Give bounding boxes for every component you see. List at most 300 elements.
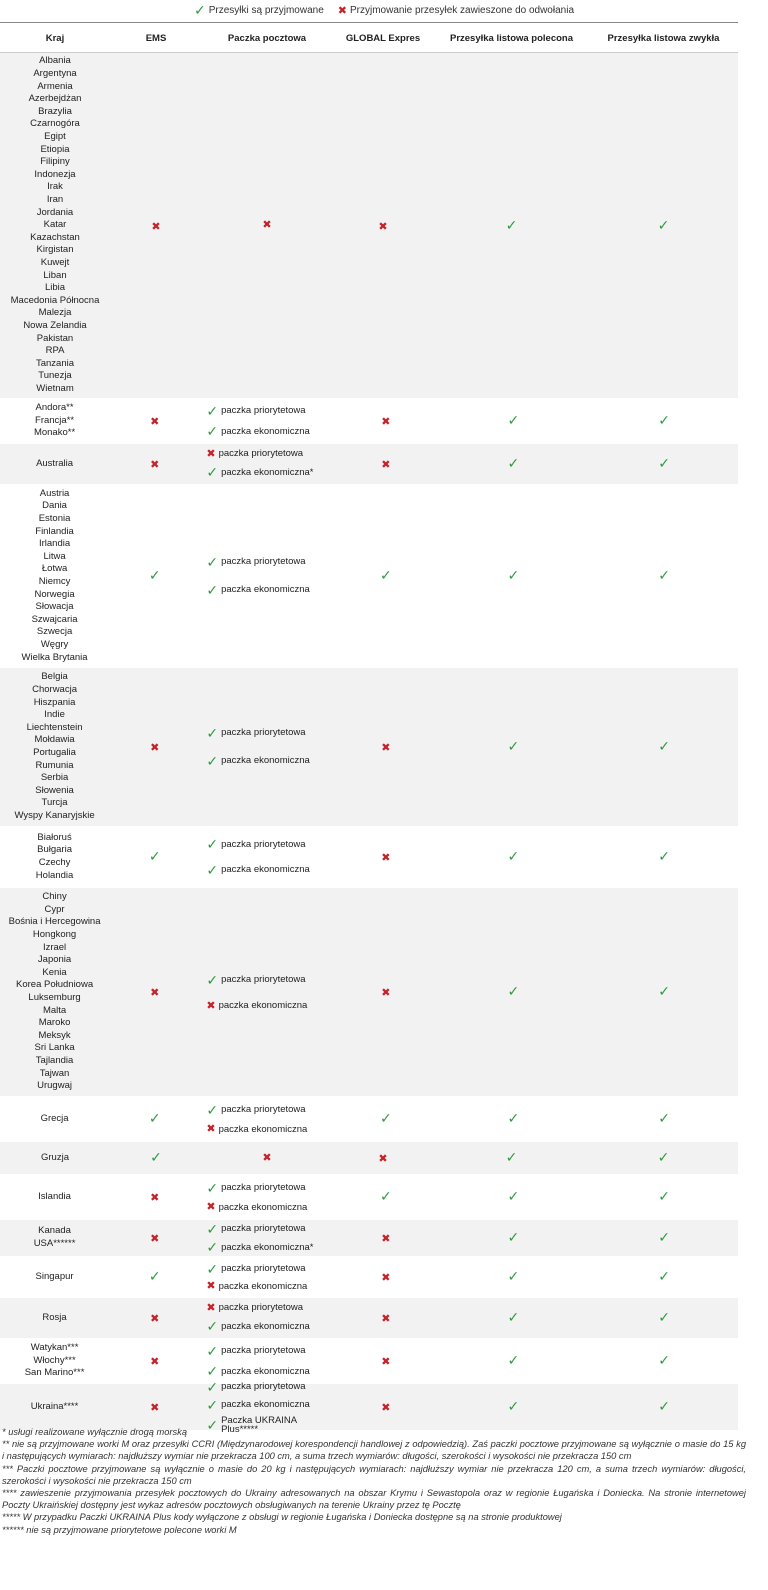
global-status [335,455,436,473]
global-status [332,1149,434,1167]
check-icon: ✓ [206,1220,219,1237]
parcel-option [206,1240,335,1254]
cross-icon: ✖ [381,416,391,428]
global-status [335,1188,436,1206]
country-name: Luksemburg [28,992,81,1003]
registered-status [434,217,589,235]
country-name: Watykan*** [30,1342,79,1354]
country-name: Tunezja [38,370,72,382]
parcel-option [206,465,335,479]
parcel-option [206,424,335,438]
footnote: **** zawieszenie przyjmowania przesyłek pocztowych do Ukrainy adresowanych na obszar Krymu i Sewastopola oraz w regionie Ługańska i Doniecka. Na stronie internetowej Poczty Ukraińskiej dostępny jest wykaz adresów pocztowych obsługiwanych na terenie Ukrainy przez tę Pocztę [2,1488,746,1511]
table-row [0,1097,738,1142]
parcel-status [200,555,335,597]
cross-icon: ✖ [381,1272,391,1284]
check-icon: ✓ [206,1378,219,1395]
header-parcel: Paczka pocztowa [227,32,307,44]
legend-divider [0,22,738,23]
cross-icon: ✖ [378,1153,388,1165]
cross-icon: ✖ [206,1200,216,1213]
parcel-option-label: paczka priorytetowa [221,1344,306,1356]
check-icon: ✓ [148,1268,161,1284]
cross-icon: ✖ [150,1356,160,1368]
parcel-status [200,973,335,1012]
country-name: Bośnia i Hercegowina [8,916,101,928]
normal-status [590,1110,738,1128]
footnote: ****** nie są przyjmowane priorytetowe polecone worki M [2,1524,237,1535]
global-status [335,412,436,430]
parcel-option [206,837,335,851]
check-icon: ✓ [206,402,219,419]
country-name: San Marino*** [24,1367,85,1379]
country-name: Grecja [40,1112,69,1124]
table-row [0,399,738,444]
parcel-option-label: paczka ekonomiczna [218,1000,308,1012]
normal-status [590,1229,738,1247]
table-header [0,24,738,53]
parcel-option [206,726,335,740]
parcel-option-label: paczka priorytetowa [221,1222,306,1234]
country-name: Słowacja [35,601,74,613]
country-name: Monako** [33,427,76,439]
country-list [0,830,109,884]
parcel-option-label: paczka priorytetowa [218,448,304,460]
registered-status [436,567,590,585]
check-icon: ✓ [507,1188,520,1204]
parcel-option-label: paczka priorytetowa [221,1380,306,1392]
country-name: Cypr [44,903,65,915]
country-name: Filipiny [40,156,70,168]
country-name: Kenia [42,966,67,978]
header-country: Kraj [45,32,65,44]
cross-icon: ✖ [150,459,160,471]
ems-status [109,1309,200,1327]
country-name: Jordania [36,206,74,218]
country-name: Liban [43,269,67,281]
normal-status [590,567,738,585]
country-name: Chorwacja [32,684,77,696]
global-status [335,1309,436,1327]
registered-status [436,738,590,756]
ems-status [110,1149,202,1167]
check-icon: ✓ [380,1110,392,1126]
country-name: Finlandia [35,525,74,537]
country-name: Irak [47,181,63,193]
country-name: Izrael [42,941,67,953]
parcel-option [206,1380,335,1394]
check-icon: ✓ [658,567,670,583]
parcel-option [206,1319,335,1333]
table-row [0,888,738,1097]
country-list [0,1150,110,1167]
check-icon: ✓ [206,753,219,769]
country-name: Mołdawia [34,734,75,746]
country-name: Austria [39,487,70,499]
check-icon: ✓ [507,567,520,583]
cross-icon: ✖ [381,1233,391,1245]
check-icon: ✓ [658,983,670,999]
cross-icon: ✖ [378,220,388,233]
global-status [335,1352,436,1370]
country-list [0,1189,109,1206]
country-list [0,1223,109,1252]
parcel-option [206,754,335,768]
country-list [0,400,109,442]
country-name: Islandia [38,1190,71,1202]
global-status [335,1398,436,1416]
country-name: Indie [44,709,65,721]
check-icon: ✓ [507,738,520,754]
parcel-option-label: paczka priorytetowa [218,1302,304,1314]
cross-icon: ✖ [381,1313,391,1325]
registered-status [436,1352,590,1370]
cross-icon: ✖ [150,416,160,428]
ems-status [110,217,202,235]
legend-suspended-label: Przyjmowanie przesyłek zawieszone do odwołania [350,4,574,16]
normal-status [590,1398,738,1416]
country-name: Serbia [40,772,69,784]
parcel-option-label: paczka ekonomiczna [221,584,310,596]
country-name: Pakistan [36,332,74,344]
parcel-option-label: paczka priorytetowa [221,727,306,739]
ems-status [109,1398,200,1416]
country-name: Szwajcaria [31,613,78,625]
parcel-option-label: paczka ekonomiczna [218,1201,308,1213]
country-name: Azerbejdżan [28,93,82,105]
cross-icon: ✖ [381,1356,391,1368]
country-list [0,1269,109,1286]
parcel-option [206,404,335,418]
check-icon: ✓ [206,1318,219,1335]
country-name: Litwa [43,550,66,562]
check-icon: ✓ [505,1149,518,1165]
normal-status [589,1149,738,1167]
table-row [0,1175,738,1220]
header-normal: Przesyłka listowa zwykła [607,32,720,44]
check-icon: ✓ [507,983,520,999]
check-icon: ✓ [206,1417,219,1433]
footnotes [2,1426,746,1536]
normal-status [590,1268,738,1286]
registered-status [436,1229,590,1247]
check-icon: ✓ [206,861,219,878]
parcel-option [206,1281,335,1292]
ems-status [109,848,200,866]
country-name: Kuwejt [40,256,70,268]
parcel-option [206,973,335,987]
global-status [335,1229,436,1247]
cross-icon: ✖ [337,4,347,17]
country-name: Wielka Brytania [21,651,88,663]
parcel-option-label: paczka ekonomiczna [221,1398,310,1410]
parcel-status [200,1103,335,1135]
parcel-option-label: paczka ekonomiczna [221,425,310,437]
country-name: Hongkong [32,929,77,941]
country-name: Estonia [38,513,71,525]
country-name: Kanada [38,1225,71,1237]
check-icon: ✓ [507,455,520,471]
country-name: Kirgistan [36,244,74,256]
check-icon: ✓ [507,1229,520,1245]
country-list [0,889,109,1095]
check-icon: ✓ [507,1398,520,1414]
normal-status [590,848,738,866]
check-icon: ✓ [380,567,392,583]
country-name: Malta [42,1004,67,1016]
cross-icon: ✖ [150,742,160,754]
global-status [335,738,436,756]
registered-status [436,1268,590,1286]
check-icon: ✓ [206,1396,219,1413]
ems-status [109,1268,200,1286]
country-name: Korea Południowa [16,979,94,991]
country-name: Gruzja [41,1151,69,1163]
check-icon: ✓ [507,848,520,864]
country-name: Holandia [35,869,74,881]
country-list [0,486,109,666]
parcel-option [206,555,335,569]
check-icon: ✓ [206,1342,219,1359]
check-icon: ✓ [507,412,520,428]
country-name: Ukraina**** [30,1400,79,1412]
ems-status [109,738,200,756]
ems-status [109,412,200,430]
country-name: Wietnam [36,382,74,394]
check-icon: ✓ [148,848,161,864]
check-icon: ✓ [206,1239,219,1256]
country-name: Portugalia [33,747,76,758]
country-name: Meksyk [38,1029,71,1041]
parcel-option-label: paczka ekonomiczna [218,1281,308,1293]
normal-status [590,1188,738,1206]
country-name: Etiopia [40,143,70,155]
registered-status [436,1110,590,1128]
country-list [0,1111,109,1128]
country-name: Słowenia [35,784,74,796]
check-icon: ✓ [507,1309,520,1325]
cross-icon: ✖ [381,459,391,471]
cross-icon: ✖ [150,1402,160,1414]
check-icon: ✓ [505,216,518,233]
header-ems: EMS [145,32,167,44]
parcel-status [200,837,335,876]
check-icon: ✓ [206,423,219,440]
parcel-status [200,404,335,439]
cross-icon: ✖ [206,447,216,460]
parcel-option-label: paczka ekonomiczna* [221,466,314,478]
country-name: Bułgaria [37,844,72,856]
country-name: Iran [46,194,64,206]
registered-status [434,1149,589,1167]
legend-suspended [338,4,574,17]
parcel-status [202,220,332,231]
normal-status [590,455,738,473]
legend-accepted-label: Przesyłki są przyjmowane [208,4,324,16]
country-name: Maroko [38,1017,71,1029]
country-name: Chiny [42,891,67,903]
check-icon: ✓ [206,1260,219,1277]
check-icon: ✓ [658,1229,670,1245]
parcel-status [200,1344,335,1379]
parcel-option [206,1262,335,1276]
check-icon: ✓ [658,1268,670,1284]
ems-status [109,455,200,473]
footnote: ***** W przypadku Paczki UKRAINA Plus kody wyłączone z obsługi w regionie Ługańska i Doniecka dostępne są na stronie produktowej [2,1512,562,1523]
country-name: Czechy [38,857,71,868]
cross-icon: ✖ [150,1313,160,1325]
ems-status [109,567,200,585]
normal-status [590,983,738,1001]
country-list [0,1340,109,1382]
table-row [0,1257,738,1298]
legend-accepted [194,2,324,19]
check-icon: ✓ [206,1102,219,1119]
global-status [335,567,436,585]
check-icon: ✓ [206,1180,219,1197]
check-icon: ✓ [206,554,219,570]
country-name: Tajwan [39,1067,70,1079]
country-name: Niemcy [38,576,71,587]
country-list [0,1310,109,1327]
parcel-status [202,1153,332,1164]
check-icon: ✓ [148,1110,161,1126]
parcel-option [206,583,335,597]
legend [0,0,768,20]
check-icon: ✓ [658,412,670,428]
cross-icon: ✖ [206,1280,216,1293]
country-name: Liechtenstein [26,721,83,733]
parcel-option-label: paczka priorytetowa [221,1262,306,1274]
parcel-option-label: paczka ekonomiczna* [221,1241,314,1253]
footnote: ** nie są przyjmowane worki M oraz przesyłki CCRI (Międzynarodowej korespondencji handlowej z odpowiedzią). Zaś paczki pocztowe przyjmowane są wyłącznie o masie do 15 kg i następujących wymiarach: najdłuższy wymiar nie przekracza 100 cm, a suma trzech wymiarów: długości, szerokości i wysokości nie przekracza 150 cm [2,1439,746,1462]
parcel-status [200,449,335,480]
country-name: Szwecja [36,626,73,638]
country-name: Turcja [41,797,68,809]
country-name: Włochy*** [33,1354,76,1366]
check-icon: ✓ [657,1149,670,1165]
country-name: USA****** [33,1238,76,1249]
registered-status [436,1188,590,1206]
check-icon: ✓ [658,1188,670,1204]
global-status [332,217,434,235]
cross-icon: ✖ [262,219,272,231]
parcel-option-label: paczka priorytetowa [221,838,306,850]
country-name: Norwegia [34,588,75,600]
parcel-option [206,1364,335,1378]
country-name: Macedonia Północna [10,294,100,306]
table-row [0,1339,738,1384]
country-name: Belgia [41,671,68,683]
table-row [0,827,738,888]
country-name: Malezja [38,307,72,319]
cross-icon: ✖ [381,1402,391,1414]
parcel-option [206,1103,335,1117]
global-status [335,983,436,1001]
check-icon: ✓ [658,1398,670,1414]
cross-icon: ✖ [150,987,160,999]
ems-status [109,1110,200,1128]
parcel-option-label: paczka priorytetowa [221,1104,306,1116]
parcel-option-label: paczka priorytetowa [221,556,306,568]
registered-status [436,1398,590,1416]
country-name: Armenia [37,80,73,92]
check-icon: ✓ [194,1,206,18]
country-name: Albania [39,55,71,67]
parcel-option-label: paczka priorytetowa [221,1182,306,1194]
table-row [0,668,738,827]
check-icon: ✓ [150,1149,162,1165]
parcel-option [206,1124,335,1135]
check-icon: ✓ [206,971,219,988]
global-status [335,848,436,866]
normal-status [590,412,738,430]
cross-icon: ✖ [206,999,216,1012]
check-icon: ✓ [658,738,670,754]
country-name: Łotwa [41,563,68,575]
normal-status [589,217,738,235]
parcel-option [206,1222,335,1236]
country-name: Dania [42,500,67,512]
global-status [335,1268,436,1286]
table-row [0,1298,738,1339]
country-name: RPA [45,345,65,357]
check-icon: ✓ [658,1110,670,1126]
country-name: Egipt [44,131,66,143]
check-icon: ✓ [507,1268,520,1284]
country-list [0,53,110,397]
cross-icon: ✖ [381,852,391,864]
country-name: Argentyna [33,68,77,80]
parcel-option [206,1202,335,1213]
table-row [0,444,738,485]
country-name: Białoruś [37,831,72,843]
parcel-status [200,1181,335,1213]
parcel-option-label: paczka priorytetowa [221,404,306,416]
table-row [0,1220,738,1257]
registered-status [436,412,590,430]
check-icon: ✓ [657,216,670,233]
parcel-option [206,1181,335,1195]
country-name: Rumunia [35,759,74,771]
check-icon: ✓ [206,464,219,481]
country-name: Rosja [42,1311,67,1323]
check-icon: ✓ [507,1110,520,1126]
parcel-status [200,726,335,768]
registered-status [436,848,590,866]
country-name: Tanzania [35,357,75,369]
header-global: GLOBAL Expres [345,32,421,44]
country-name: Kazachstan [30,231,80,243]
country-name: Tajlandia [35,1054,74,1066]
parcel-option [206,1344,335,1358]
check-icon: ✓ [658,455,670,471]
normal-status [590,1352,738,1370]
country-name: Francja** [35,414,75,426]
check-icon: ✓ [380,1188,392,1204]
normal-status [590,1309,738,1327]
table-row [0,53,738,399]
ems-status [109,1229,200,1247]
check-icon: ✓ [658,848,670,864]
normal-status [590,738,738,756]
check-icon: ✓ [658,1352,670,1368]
registered-status [436,1309,590,1327]
country-name: Australia [36,457,74,469]
check-icon: ✓ [148,567,161,583]
country-name: Czarnogóra [30,118,80,130]
parcel-option-label: paczka ekonomiczna [221,1320,310,1332]
parcel-option [206,1303,335,1314]
